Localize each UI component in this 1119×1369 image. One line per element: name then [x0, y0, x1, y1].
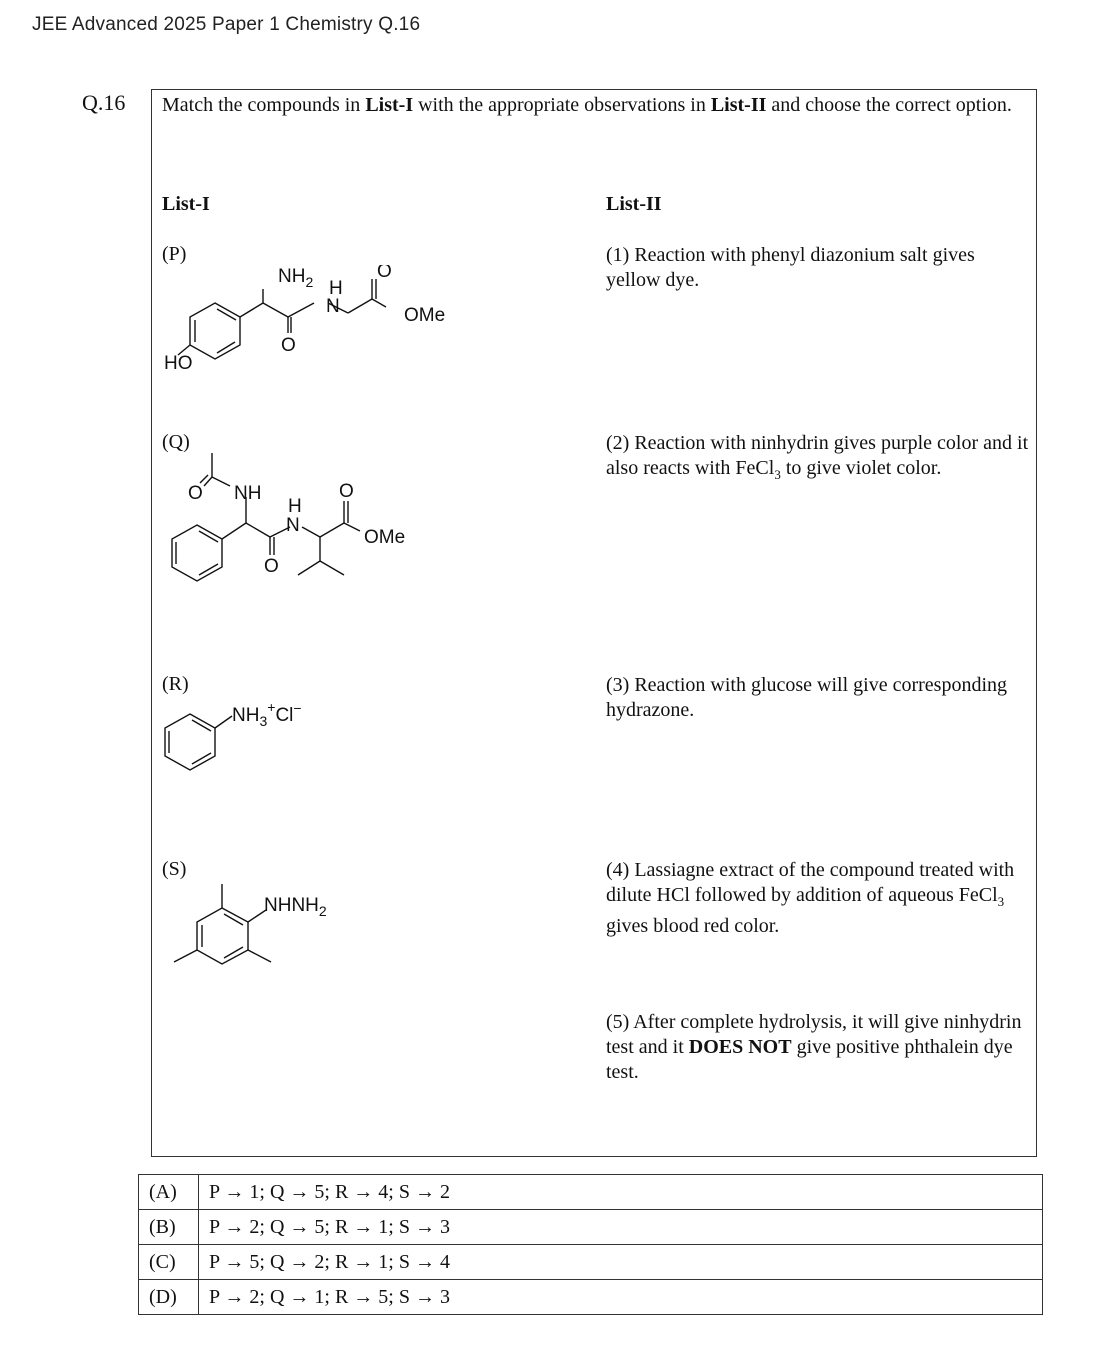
question-stem: Match the compounds in List-I with the appropriate observations in List-II and choose the correct option. — [162, 94, 1012, 116]
structure-q — [160, 453, 460, 603]
option-label: (D) — [139, 1280, 199, 1315]
n-atom: N — [326, 296, 340, 317]
options-table — [138, 1174, 1043, 1315]
option-a[interactable] — [139, 1175, 1043, 1210]
o-top: O — [339, 481, 354, 502]
list2-item-2: (2) Reaction with ninhydrin gives purple color and it also reacts with FeCl$_3$ to give violet color. — [606, 432, 1029, 482]
nh2-group: $NH_2$ — [278, 266, 314, 290]
o-bottom: O — [264, 556, 279, 577]
h-atom: H — [329, 278, 343, 299]
list2-item-3: (3) Reaction with glucose will give corresponding hydrazone. — [606, 674, 1008, 721]
option-c[interactable] — [139, 1245, 1043, 1280]
o-top: O — [377, 265, 392, 282]
h-atom: H — [288, 496, 302, 517]
structure-r — [160, 696, 360, 776]
option-b[interactable] — [139, 1210, 1043, 1245]
question-box — [151, 89, 1037, 1157]
list2-item-4: (4) Lassiagne extract of the compound treated with dilute HCl followed by addition of aqueous FeCl$_3$ gives blood red color. — [606, 859, 1015, 937]
nh-group: NH — [234, 483, 262, 504]
ome-group: OMe — [364, 527, 406, 548]
option-label: (A) — [139, 1175, 199, 1210]
page-header: JEE Advanced 2025 Paper 1 Chemistry Q.16 — [32, 14, 421, 35]
structure-p — [160, 265, 460, 385]
list2-item-5: (5) After complete hydrolysis, it will give ninhydrin test and it DOES NOT give positive phthalein dye test. — [606, 1011, 1022, 1083]
question-number: Q.16 — [82, 90, 126, 115]
nh3-group: $NH_3^+Cl^-$ — [232, 699, 302, 729]
o-acyl: O — [188, 483, 203, 504]
list1-label-r: (R) — [162, 673, 189, 695]
o-bottom: O — [281, 335, 296, 356]
option-d[interactable] — [139, 1280, 1043, 1315]
nhnh2-group: $NHNH_2$ — [264, 895, 327, 919]
ho-group: HO — [164, 353, 193, 374]
list2-item-1: (1) Reaction with phenyl diazonium salt gives yellow dye. — [606, 244, 975, 291]
option-text: P → 2; Q → 1; R → 5; S → 3 — [199, 1280, 1043, 1315]
structure-s — [160, 880, 380, 980]
list2-title: List-II — [606, 193, 662, 215]
list1-label-p: (P) — [162, 243, 187, 265]
list1-title: List-I — [162, 193, 210, 215]
option-text: P → 5; Q → 2; R → 1; S → 4 — [199, 1245, 1043, 1280]
list1-label-q: (Q) — [162, 431, 190, 453]
option-label: (C) — [139, 1245, 199, 1280]
option-label: (B) — [139, 1210, 199, 1245]
option-text: P → 2; Q → 5; R → 1; S → 3 — [199, 1210, 1043, 1245]
option-text: P → 1; Q → 5; R → 4; S → 2 — [199, 1175, 1043, 1210]
list1-label-s: (S) — [162, 858, 187, 880]
ome-group: OMe — [404, 305, 446, 326]
n-atom: N — [286, 515, 300, 536]
